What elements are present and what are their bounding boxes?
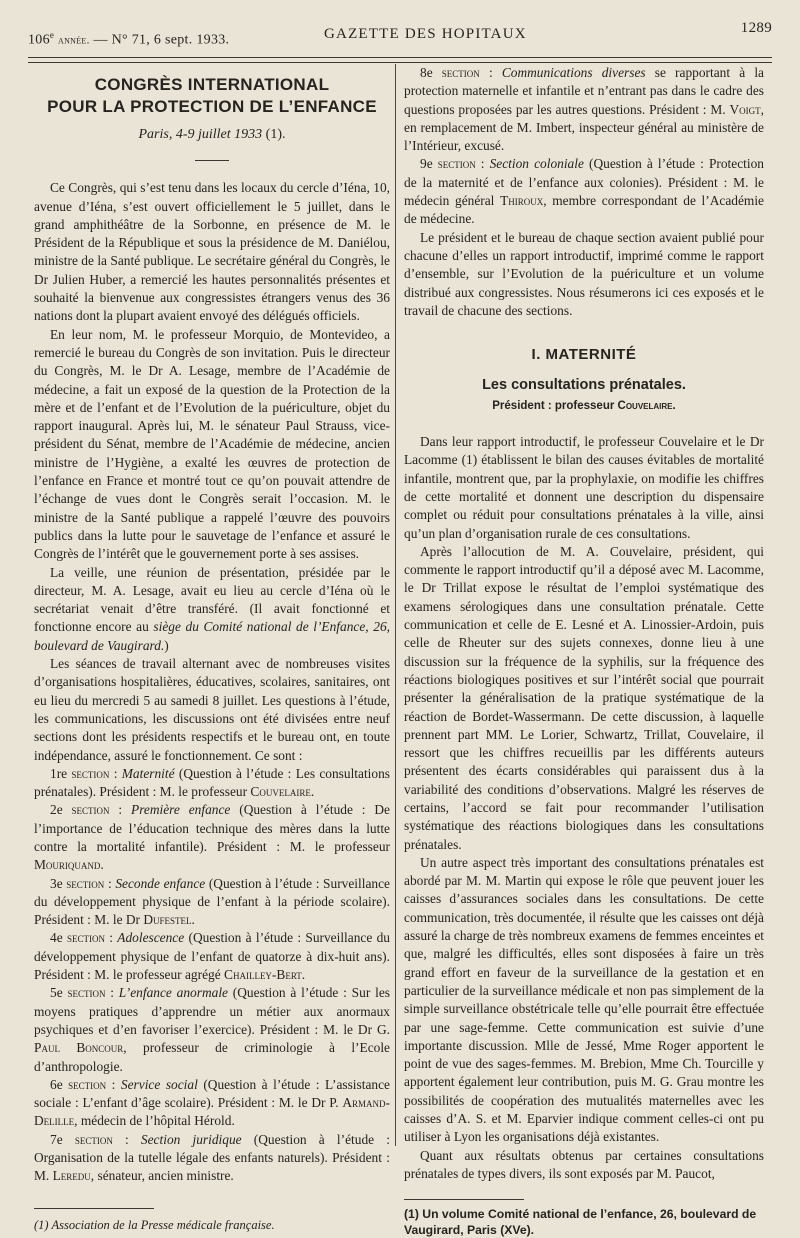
section-title: Seconde enfance (115, 875, 206, 891)
section-title: Communications diverses (501, 65, 646, 80)
section-label: section (66, 875, 105, 891)
section-title: Section coloniale (489, 156, 584, 172)
section-title: L’enfance anormale (118, 985, 228, 1001)
paragraph: Un autre aspect très important des consultations prénatales est abordé par M. M. Martin qui expose le rôle que peuvent jouer les caisses d’assurances sociales dans les consultations. De cette communication, très documentée, il résulte que les caisses ont déjà assuré la charge de très nombreux examens de femmes enceintes et que, malgré les difficultés, elles sont disposées à faire un très grand effort en faveur de la surveillance de la gestation et en particulier de la surveillance médicale et non pas simplement de la simple surveillance obstétricale telle qu’elle pourrait être effectuée par une sage-femme. Cette communication est suivie d’une importante discussion. Mlle de Jessé, Mme Roger apportent le point de vue des sages-femmes. M. Brebion, Mme Ch. Tourcille y apportent également leur contribution, puis M. G. Grau montre les possibilités de coopération des mutualités maternelles avec les caisses d’A. S. et M. Eparvier indique comment celles-ci ont pu utiliser à Lyon les organisations déjà existantes. (404, 854, 764, 1145)
section-number: 5e (50, 985, 63, 1001)
section-entry: 9e section : Section coloniale (Question à l’étude : Protection de la maternité et de l’enfance aux colonies). Président : M. le médecin général Thiroux, membre correspondant de l’Académie de médecine. (404, 156, 765, 227)
section-president-name: Mouriquand (34, 857, 101, 873)
section-text: (Question à l’étude : Organisation de la tutelle légale des enfants naturels). Président : M. (34, 1131, 391, 1184)
paragraph: Quant aux résultats obtenus par certaines consultations prénatales de types divers, ils sont exposés par M. Paucot, (404, 1147, 764, 1181)
left-column (34, 64, 390, 1233)
article-title (34, 74, 390, 118)
section-title: Maternité (121, 765, 175, 781)
section-president-name: Paul Boncour (34, 1040, 124, 1056)
issue-number-date: — N° 71, 6 sept. 1933. (93, 32, 230, 48)
section-text: . (100, 857, 104, 873)
paragraph: En leur nom, M. le professeur Morquio, de Montevideo, a remercié le bureau du Congrès de son invitation. Puis le directeur du Congrès, M. le Dr A. Lesage, membre de l’Académie de médecine, a fait un exposé de la question de la Protection de la mère et de l’enfant et de l’Evolution de la puériculture, objet du rapport inaugural. Après lui, M. le sénateur Paul Strauss, vice-président du Sénat, membre de l’Académie de médecine, ancien ministre de l’Hygiène, a exalté les œuvres de protection de l’enfance en France et montré tout ce qu’on pouvait attendre de l’échange de vues dont le Congrès serait l’occasion. M. le ministre de la Santé publique a rappelé l’œuvre des pouvoirs publics dans la lutte pour le sauvetage de l’enfance et assuré le Congrès de l’intérêt que le gouvernement porte à ses assises. (34, 326, 390, 562)
paragraph-italic: siège du Comité national de l’Enfance, 26, boulevard de Vaugirard. (34, 619, 390, 653)
section-text: se rapportant à la protection maternelle et infantile et n’entrant pas dans le cadre des questions proposées par les autres questions. Président : M. (404, 65, 764, 117)
section-text: (Question à l’étude : Surveillance du développement physique de l’enfant de quatorze à dix-huit ans). Président : M. le professeur agrégé (34, 930, 390, 983)
paragraph: Ce Congrès, qui s’est tenu dans les locaux du cercle d’Iéna, 10, avenue d’Iéna, s’est ouvert officiellement le 5 juillet, dans le grand amphithéâtre de la Sorbonne, en présence de M. le Président de la République et sous la présidence de M. Daniélou, ministre de la Santé publique. Le secrétaire général du Congrès, le Dr Julien Huber, a remercié les hautes personnalités présentes et souhaité la bienvenue aux congressistes étrangers venus des 36 nations dont la plupart avaient envoyé des délégués officiels. (34, 180, 390, 324)
section-entry: 8e section : Communications diverses se rapportant à la protection maternelle et infantile et n’entrant pas dans le cadre des questions proposées par les autres questions. Président : M. Voigt, en remplacement de M. Imbert, inspecteur général au ministère de l’Intérieur, excusé. (404, 65, 764, 154)
footnote-rule (34, 1208, 154, 1209)
section-text: (Question à l’étude : Protection de la maternité et de l’enfance aux colonies). Président : M. le médecin général (404, 156, 764, 209)
issue-volume-sup: e (49, 30, 55, 40)
section-label: section (441, 65, 480, 80)
section-president-name: Leredu (52, 1168, 91, 1184)
section-text: . (310, 784, 315, 800)
section-list (404, 64, 764, 229)
section-label: section (71, 765, 110, 781)
section-entry: 6e section : Service social (Question à l’étude : L’assistance sociale : L’enfant d’âge scolaire). Président : M. le Dr P. Armand-Delille, médecin de l’hôpital Hérold. (34, 1076, 390, 1129)
paragraph: Dans leur rapport introductif, le professeur Couvelaire et le Dr Lacomme (1) établissent le bilan des causes évitables de mortalité infantile, montrent que, par la prophylaxie, on modifie les chiffres de cette mortalité et donnent une description du dispensaire complet ou réduit pour consultations prénatales à la ville, ainsi qu’un plan d’organisation rurale de ces consultations. (404, 434, 764, 541)
section-number: 8e (420, 65, 433, 80)
section-entry: 7e section : Section juridique (Question à l’étude : Organisation de la tutelle légale des enfants naturels). Président : M. Leredu, sénateur, ancien ministre. (34, 1131, 391, 1184)
paragraph: Le président et le bureau de chaque section avaient publié pour chacune d’elles un rapport introductif, imprimé comme le rapport d’ensemble, sur l’Evolution de la puériculture et un volume distribué aux congressistes. Nous résumerons ici ces exposés et le travail de chacune des sections. (404, 229, 764, 318)
issue-info (28, 30, 229, 49)
section-text: . (301, 967, 306, 983)
section-number: 6e (50, 1076, 63, 1092)
president-line (404, 397, 764, 415)
section-entry: 5e section : L’enfance anormale (Question à l’étude : Sur les moyens pratiques d’apprendre un métier aux anormaux psychiques et d’en favoriser l’exercice). Président : M. le Dr G. Paul Boncour, professeur de criminologie à l’Ecole d’anthropologie. (34, 985, 391, 1074)
subsection-heading: Les consultations prénatales. (482, 377, 686, 394)
section-text: , en remplacement de M. Imbert, inspecteur général au ministère de l’Intérieur, excusé. (404, 101, 764, 154)
paragraph: Les séances de travail alternant avec de nombreuses visites d’organisations hospitalières, éducatives, scolaires, sanitaires, ont eu lieu du mercredi 5 au samedi 8 juillet. Les questions à l’étude, les communications, les discussions ont été divisées entre neuf sections dont les présidents respectifs et le bureau ont, en toute indépendance, assuré le fonctionnement. Ce sont : (34, 656, 390, 763)
section-entry: 2e section : Première enfance (Question à l’étude : De l’importance de l’éducation technique des mères dans la lutte contre la mortalité infantile). Président : M. le professeur Mouriquand. (34, 802, 391, 873)
section-president-name: Voigt (729, 101, 761, 117)
section-number: 3e (50, 875, 63, 891)
issue-year-label: année. (58, 34, 90, 47)
section-label: section (74, 1131, 113, 1147)
section-entry: 3e section : Seconde enfance (Question à l’étude : Surveillance du développement physique de l’enfant à la période scolaire). Président : M. le Dr Dufestel. (34, 875, 390, 928)
section-entry: 1re section : Maternité (Question à l’étude : Les consultations prénatales). Président : M. le professeur Couvelaire. (34, 765, 390, 800)
page-header (28, 18, 772, 54)
section-president-name: Thiroux (500, 193, 544, 209)
section-text: , médecin de l’hôpital Hérold. (74, 1113, 235, 1129)
section-text: , sénateur, ancien ministre. (90, 1168, 234, 1184)
president-end: . (672, 399, 676, 412)
section-label: section (437, 156, 476, 172)
article-dates-text: Paris, 4-9 juillet 1933 (138, 127, 263, 142)
title-rule (195, 160, 229, 161)
footnote-rule (404, 1199, 524, 1200)
section-label: section (68, 1076, 107, 1092)
article-title-line-1: CONGRÈS INTERNATIONAL (94, 75, 330, 94)
section-number: 7e (50, 1131, 63, 1147)
right-column (404, 64, 764, 1238)
president-label: Président : professeur (492, 399, 618, 412)
section-heading: I. MATERNITÉ (531, 346, 637, 364)
footnote: (1) Association de la Presse médicale française. (34, 1217, 275, 1232)
footnote: (1) Un volume Comité national de l’enfance, 26, boulevard de Vaugirard, Paris (XVe). (404, 1207, 757, 1238)
section-text: . (191, 912, 195, 928)
section-text: (Question à l’étude : Sur les moyens pratiques d’apprendre un métier aux anormaux psychiques et d’en favoriser l’exercice). Président : M. le Dr G. (34, 985, 390, 1037)
journal-title: GAZETTE DES HOPITAUX (324, 26, 527, 42)
section-president-name: Couvelaire (250, 784, 311, 800)
column-divider (395, 64, 396, 1146)
page-number: 1289 (740, 20, 772, 36)
footnote-ref: (1). (265, 127, 286, 142)
section-president-name: Chailley-Bert (224, 967, 302, 983)
header-rule (28, 57, 772, 58)
paragraph-text: ) (164, 637, 169, 653)
issue-volume: 106 (28, 32, 50, 48)
paragraph (34, 564, 390, 655)
article-dates (34, 126, 390, 144)
section-number: 2e (50, 802, 63, 818)
paragraph-text: La veille, une réunion de présentation, présidée par le directeur, M. A. Lesage, avait eu lieu au cercle d’Iéna où le secrétariat venait d’être transféré. (Il avait fonctionné et fonctionne encore au (34, 564, 390, 635)
section-title: Service social (120, 1076, 198, 1092)
section-label: section (66, 930, 105, 946)
section-text: , membre correspondant de l’Académie de médecine. (404, 193, 765, 227)
section-president-name: Armand-Delille (34, 1095, 390, 1129)
header-rule-thin (28, 62, 772, 63)
section-title: Section juridique (140, 1131, 242, 1147)
section-number: 9e (420, 156, 433, 172)
section-text: (Question à l’étude : Les consultations prénatales). Président : M. le professeur (34, 765, 390, 800)
section-text: (Question à l’étude : L’assistance sociale : L’enfant d’âge scolaire). Président : M. le Dr P. (34, 1076, 390, 1111)
section-text: (Question à l’étude : De l’importance de l’éducation technique des mères dans la lutte contre la mortalité infantile). Président : M. le professeur (34, 802, 391, 854)
section-label: section (67, 985, 106, 1001)
section-president-name: Dufestel (143, 912, 192, 928)
section-label: section (71, 802, 110, 818)
paragraph: Après l’allocution de M. A. Couvelaire, président, qui commente le rapport introductif qu’il a déposé avec M. Lacomme, le Dr Trillat expose le résultat de l’emploi systématique des examens sérologiques dans une consultation prénatale. Cette communication et celle de E. Lesné et A. Linossier-Ardoin, puis celle de Rheuter sur des sujets connexes, donne lieu à une discussion sur la fréquence de la syphilis, sur la fréquence des réactions biologiques positives et sur l’intérêt social que pourrait présenter la généralisation de la pratique systématique de la réaction de Bordet-Wassermann. De cette discussion, à laquelle prennent part MM. Le Lorier, Schwartz, Trillat, Couvelaire, il ressort que les chiffres recueillis par les différents auteurs présentent des écarts considérables qui paraissent dus à la variabilité des conditions d’observations. Malgré les réserves de certains, l’accord se fait pour recommander l’utilisation systématique des réactions biologiques dans les consultations prénatales. (404, 543, 764, 852)
section-text: (Question à l’étude : Surveillance du développement physique de l’enfant à la période scolaire). Président : M. le Dr (34, 875, 390, 928)
section-number: 4e (50, 930, 63, 946)
section-list (34, 765, 390, 1186)
section-number: 1re (50, 765, 68, 781)
president-name: Couvelaire (617, 399, 673, 412)
section-title: Première enfance (131, 802, 231, 818)
article-title-line-2: POUR LA PROTECTION DE L’ENFANCE (47, 97, 377, 116)
section-title: Adolescence (117, 930, 185, 946)
section-entry: 4e section : Adolescence (Question à l’étude : Surveillance du développement physique de l’enfant de quatorze à dix-huit ans). Président : M. le professeur agrégé Chailley-Bert. (34, 930, 390, 983)
section-text: , professeur de criminologie à l’Ecole d’anthropologie. (34, 1040, 391, 1074)
